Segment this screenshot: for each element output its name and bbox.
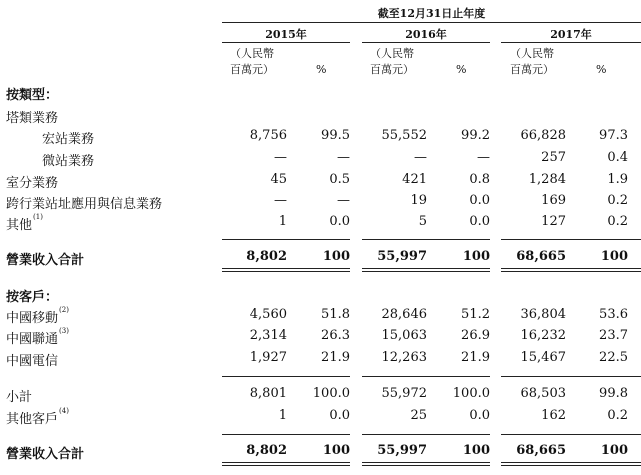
table-cell: 169 (541, 193, 566, 208)
total-double-rule (501, 465, 641, 466)
table-cell: 0.0 (469, 214, 490, 229)
total-double-rule (362, 462, 490, 463)
row-label-text: 其他客戶 (6, 412, 59, 427)
table-cell: 100 (600, 443, 628, 458)
total-double-rule (501, 268, 641, 269)
row-label-text: 中國電信 (6, 354, 59, 369)
table-cell: 0.5 (329, 172, 350, 187)
row-label-text: 宏站業務 (42, 132, 95, 147)
table-cell: 53.6 (599, 307, 628, 322)
table-cell: 1 (278, 214, 287, 229)
year-2015: 2015年 (265, 28, 307, 41)
table-cell: 26.9 (461, 328, 490, 343)
year-rule-2017 (501, 42, 641, 43)
table-cell: 68,503 (520, 386, 566, 401)
subtotal-top-rule (222, 376, 350, 377)
table-cell: 36,804 (520, 307, 566, 322)
row-label (6, 408, 69, 427)
table-cell: 8,756 (249, 128, 287, 143)
table-cell: 25 (410, 408, 427, 423)
row-label-text: 營業收入合計 (6, 253, 85, 268)
table-cell: 0.0 (469, 408, 490, 423)
table-cell: 100 (462, 443, 490, 458)
table-cell: 257 (541, 150, 566, 165)
table-cell: — (414, 150, 427, 165)
footnote-marker: (4) (59, 407, 69, 415)
footnote-marker: (3) (59, 327, 69, 335)
year-rule-2016 (362, 42, 490, 43)
row-label (6, 386, 32, 405)
table-cell: 15,063 (381, 328, 427, 343)
table-cell: 127 (541, 214, 566, 229)
row-label (42, 150, 94, 169)
period-rule (222, 22, 641, 23)
table-cell: 100 (462, 249, 490, 264)
table-cell: 21.9 (461, 350, 490, 365)
table-cell: 8,802 (246, 443, 287, 458)
table-cell: 0.0 (329, 408, 350, 423)
table-cell: 1,927 (249, 350, 287, 365)
unit-amount-2016: （人民幣 百萬元） (370, 47, 414, 76)
table-cell: 2,314 (249, 328, 287, 343)
year-2016: 2016年 (405, 28, 447, 41)
table-cell: 55,972 (381, 386, 427, 401)
row-label-text: 微站業務 (42, 154, 95, 169)
footnote-marker: (2) (59, 306, 69, 314)
table-cell: 100 (322, 249, 350, 264)
total-double-rule (501, 462, 641, 463)
table-cell: 0.2 (607, 193, 628, 208)
table-cell: 55,997 (377, 249, 427, 264)
table-cell: 100.0 (452, 386, 490, 401)
total-top-rule (362, 239, 490, 240)
unit-amount-2015: （人民幣 百萬元） (230, 47, 274, 76)
row-label (6, 193, 162, 212)
row-label-text: 室分業務 (6, 176, 59, 191)
total-double-rule (501, 271, 641, 272)
row-label (6, 443, 84, 462)
table-cell: 51.8 (321, 307, 350, 322)
table-cell: 12,263 (381, 350, 427, 365)
row-label (6, 350, 58, 369)
subtotal-top-rule (501, 376, 641, 377)
table-cell: — (477, 150, 490, 165)
row-label (6, 214, 43, 233)
unit-pct-2017: % (596, 63, 607, 76)
table-cell: 23.7 (599, 328, 628, 343)
table-cell: — (337, 150, 350, 165)
row-label (6, 172, 58, 191)
table-cell: 100 (600, 249, 628, 264)
total-top-rule (362, 434, 490, 435)
table-cell: 97.3 (599, 128, 628, 143)
row-label-text: 塔類業務 (6, 111, 59, 126)
table-cell: 55,552 (381, 128, 427, 143)
row-label-text: 跨行業站址應用與信息業務 (6, 197, 163, 212)
table-cell: — (274, 150, 287, 165)
table-cell: 99.2 (461, 128, 490, 143)
row-label (6, 328, 69, 347)
total-double-rule (222, 271, 350, 272)
table-cell: 5 (418, 214, 427, 229)
table-cell: 55,997 (377, 443, 427, 458)
table-cell: 100 (322, 443, 350, 458)
table-cell: 162 (541, 408, 566, 423)
subtotal-top-rule (362, 376, 490, 377)
table-cell: 19 (410, 193, 427, 208)
total-top-rule (222, 239, 350, 240)
year-2017: 2017年 (550, 28, 592, 41)
row-label-text: 小計 (6, 390, 33, 405)
total-double-rule (362, 465, 490, 466)
row-label (6, 249, 84, 268)
table-cell: 28,646 (381, 307, 427, 322)
table-cell: 8,802 (246, 249, 287, 264)
section-by-type: 按類型： (6, 88, 59, 103)
total-double-rule (362, 271, 490, 272)
row-label-text: 中國聯通 (6, 332, 59, 347)
row-label (6, 307, 69, 326)
table-cell: 45 (270, 172, 287, 187)
table-cell: 22.5 (599, 350, 628, 365)
table-cell: 51.2 (461, 307, 490, 322)
total-double-rule (222, 465, 350, 466)
table-cell: 99.8 (599, 386, 628, 401)
table-cell: 0.2 (607, 408, 628, 423)
table-cell: 100.0 (312, 386, 350, 401)
table-cell: 4,560 (249, 307, 287, 322)
total-double-rule (362, 268, 490, 269)
table-cell: 0.0 (469, 193, 490, 208)
total-top-rule (501, 239, 641, 240)
year-rule-2015 (222, 42, 350, 43)
table-cell: — (274, 193, 287, 208)
footnote-marker: (1) (33, 213, 43, 221)
unit-amount-2017: （人民幣 百萬元） (510, 47, 554, 76)
table-cell: 15,467 (520, 350, 566, 365)
row-label-text: 其他 (6, 218, 33, 233)
total-top-rule (501, 434, 641, 435)
table-cell: 21.9 (321, 350, 350, 365)
row-label-text: 營業收入合計 (6, 447, 85, 462)
table-cell: 1,284 (528, 172, 566, 187)
row-label (6, 107, 58, 126)
row-label-text: 中國移動 (6, 311, 59, 326)
unit-pct-2015: % (316, 63, 327, 76)
period-header: 截至12月31日止年度 (377, 7, 486, 20)
table-cell: 0.0 (329, 214, 350, 229)
table-cell: 0.4 (607, 150, 628, 165)
table-cell: 1.9 (607, 172, 628, 187)
total-double-rule (222, 462, 350, 463)
table-cell: 99.5 (321, 128, 350, 143)
table-cell: — (337, 193, 350, 208)
table-cell: 0.2 (607, 214, 628, 229)
total-double-rule (222, 268, 350, 269)
table-cell: 0.8 (469, 172, 490, 187)
section-by-customer: 按客戶： (6, 290, 59, 305)
table-cell: 68,665 (516, 249, 566, 264)
table-cell: 66,828 (520, 128, 566, 143)
table-cell: 421 (402, 172, 427, 187)
total-top-rule (222, 434, 350, 435)
table-cell: 8,801 (249, 386, 287, 401)
table-cell: 1 (278, 408, 287, 423)
unit-pct-2016: % (456, 63, 467, 76)
table-cell: 26.3 (321, 328, 350, 343)
table-cell: 68,665 (516, 443, 566, 458)
row-label (42, 128, 94, 147)
table-cell: 16,232 (520, 328, 566, 343)
